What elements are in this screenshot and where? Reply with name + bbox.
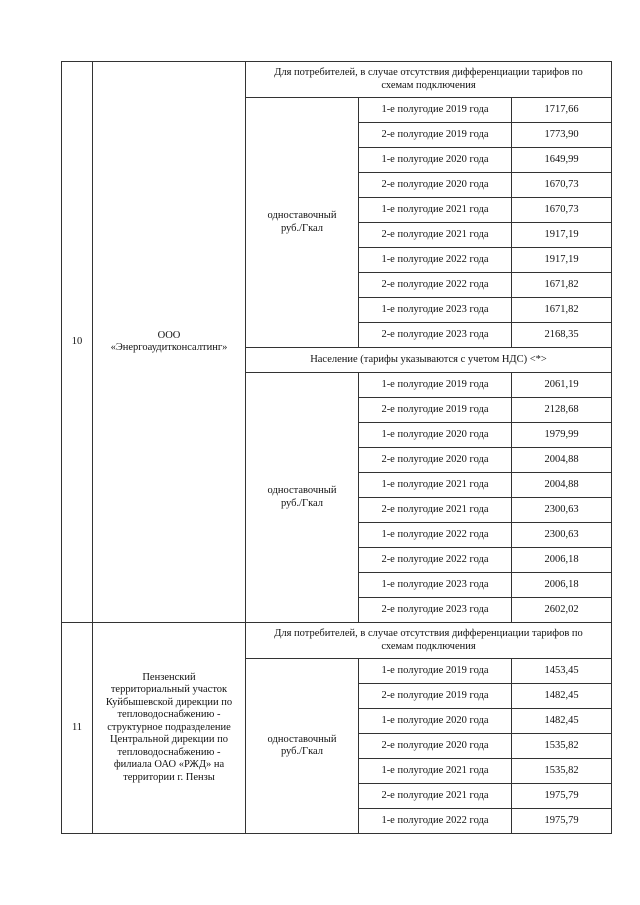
tariff-value: 1917,19 <box>512 248 612 273</box>
section-header-row <box>62 623 612 659</box>
tariff-value: 2061,19 <box>512 373 612 398</box>
rate-type-line: одноставочный <box>267 733 337 745</box>
period-cell: 1-е полугодие 2023 года <box>359 298 512 323</box>
tariff-value: 1975,79 <box>512 809 612 834</box>
rate-type-line: руб./Гкал <box>280 497 324 509</box>
tariff-value: 2006,18 <box>512 573 612 598</box>
period-cell: 1-е полугодие 2023 года <box>359 573 512 598</box>
organization-line: «Энергоаудитконсалтинг» <box>110 342 228 353</box>
rate-type-line: одноставочный <box>267 210 337 221</box>
tariff-value: 2004,88 <box>512 473 612 498</box>
section-header-line: схемам подключения <box>381 79 476 91</box>
period-cell: 1-е полугодие 2019 года <box>359 659 512 684</box>
rate-type <box>246 373 359 623</box>
section-header <box>246 623 612 659</box>
organization-line: Пензенский <box>142 671 196 683</box>
tariff-value: 1453,45 <box>512 659 612 684</box>
period-cell: 1-е полугодие 2022 года <box>359 248 512 273</box>
period-cell: 1-е полугодие 2021 года <box>359 473 512 498</box>
period-cell: 2-е полугодие 2022 года <box>359 273 512 298</box>
tariff-value: 2168,35 <box>512 323 612 348</box>
period-cell: 1-е полугодие 2020 года <box>359 148 512 173</box>
period-cell: 1-е полугодие 2019 года <box>359 373 512 398</box>
tariff-value: 1670,73 <box>512 198 612 223</box>
organization-line: филиала ОАО «РЖД» на <box>113 759 225 771</box>
period-cell: 2-е полугодие 2020 года <box>359 173 512 198</box>
period-cell: 2-е полугодие 2019 года <box>359 684 512 709</box>
period-cell: 2-е полугодие 2023 года <box>359 323 512 348</box>
period-cell: 2-е полугодие 2020 года <box>359 734 512 759</box>
period-cell: 2-е полугодие 2023 года <box>359 598 512 623</box>
period-cell: 2-е полугодие 2020 года <box>359 448 512 473</box>
tariff-value: 2128,68 <box>512 398 612 423</box>
organization-line: структурное подразделение <box>107 721 231 733</box>
period-cell: 1-е полугодие 2022 года <box>359 523 512 548</box>
row-number: 10 <box>62 62 93 623</box>
tariff-value: 1773,90 <box>512 123 612 148</box>
period-cell: 1-е полугодие 2020 года <box>359 423 512 448</box>
section-header-line: схемам подключения <box>381 640 476 652</box>
tariff-value: 2006,18 <box>512 548 612 573</box>
period-cell: 2-е полугодие 2021 года <box>359 498 512 523</box>
period-cell: 1-е полугодие 2021 года <box>359 759 512 784</box>
organization-line: Центральной дирекции по <box>109 734 229 746</box>
period-cell: 2-е полугодие 2022 года <box>359 548 512 573</box>
organization-line: территории г. Пензы <box>123 771 215 783</box>
tariff-value: 1670,73 <box>512 173 612 198</box>
period-cell: 1-е полугодие 2020 года <box>359 709 512 734</box>
tariff-table <box>61 61 612 834</box>
period-cell: 2-е полугодие 2019 года <box>359 123 512 148</box>
tariff-value: 2300,63 <box>512 523 612 548</box>
tariff-value: 1717,66 <box>512 98 612 123</box>
section-header-line: Для потребителей, в случае отсутствия дифференциации тарифов по <box>274 67 583 78</box>
tariff-value: 2602,02 <box>512 598 612 623</box>
tariff-value: 1671,82 <box>512 273 612 298</box>
tariff-value: 1917,19 <box>512 223 612 248</box>
tariff-value: 1535,82 <box>512 734 612 759</box>
tariff-value: 2300,63 <box>512 498 612 523</box>
tariff-value: 1979,99 <box>512 423 612 448</box>
period-cell: 1-е полугодие 2022 года <box>359 809 512 834</box>
organization-line: территориальный участок <box>110 684 228 696</box>
tariff-value: 1649,99 <box>512 148 612 173</box>
row-number: 11 <box>62 623 93 834</box>
period-cell: 2-е полугодие 2019 года <box>359 398 512 423</box>
organization-line: тепловодоснабжению - <box>117 709 221 721</box>
section-header <box>246 62 612 98</box>
period-cell: 2-е полугодие 2021 года <box>359 223 512 248</box>
section-header-line: Для потребителей, в случае отсутствия дифференциации тарифов по <box>274 628 583 639</box>
rate-type <box>246 659 359 834</box>
organization-line: ООО <box>157 329 181 341</box>
organization-line: тепловодоснабжению - <box>117 746 221 758</box>
tariff-value: 1975,79 <box>512 784 612 809</box>
organization-name <box>93 623 246 834</box>
period-cell: 1-е полугодие 2019 года <box>359 98 512 123</box>
tariff-value: 1671,82 <box>512 298 612 323</box>
section-header-line: Население (тарифы указываются с учетом НДС) <*> <box>310 353 547 365</box>
organization-line: Куйбышевской дирекции по <box>105 696 233 708</box>
tariff-value: 1482,45 <box>512 709 612 734</box>
tariff-value: 2004,88 <box>512 448 612 473</box>
tariff-value: 1482,45 <box>512 684 612 709</box>
rate-type <box>246 98 359 348</box>
rate-type-line: руб./Гкал <box>280 222 324 234</box>
rate-type-line: руб./Гкал <box>280 746 324 757</box>
section-header-row <box>62 62 612 98</box>
section-header <box>246 348 612 373</box>
organization-name <box>93 62 246 623</box>
period-cell: 2-е полугодие 2021 года <box>359 784 512 809</box>
period-cell: 1-е полугодие 2021 года <box>359 198 512 223</box>
tariff-value: 1535,82 <box>512 759 612 784</box>
rate-type-line: одноставочный <box>267 485 337 496</box>
